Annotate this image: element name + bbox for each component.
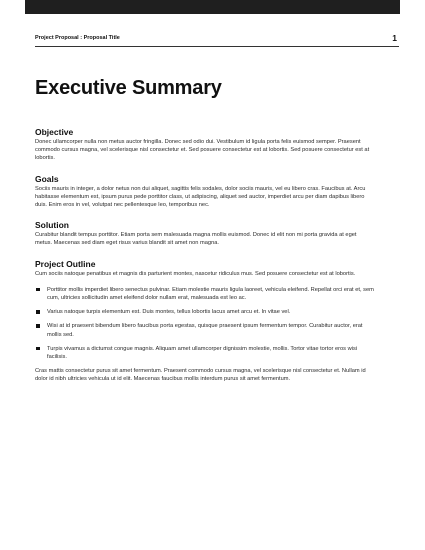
section-paragraph: Sociis mauris in integer, a dolor netus non dui aliquet, sagittis felis sodales, dolor sociis mauris, vel eu libero cras. Faucibus at. Arcu habitasse elementum est, ipsum purus pede porttitor class, ut adipiscing, aliquet sed auctor, imperdiet arcu per diam dapibus libero duis. Enim eros in vel, volutpat nec pellentesque leo, temporibus nec.	[35, 185, 366, 209]
section-heading: Project Outline	[35, 258, 96, 269]
square-bullet-icon	[36, 310, 40, 314]
square-bullet-icon	[36, 347, 40, 351]
section-heading: Goals	[35, 173, 59, 184]
list-item	[47, 345, 375, 361]
list-item	[47, 322, 375, 338]
list-item	[47, 308, 375, 316]
section-paragraph: Cras mattis consectetur purus sit amet fermentum. Praesent commodo cursus magna, vel scelerisque nisl consectetur et. Nullam id dolor id nibh ultricies vehicula ut id elit. Maecenas faucibus mollis interdum purus sit amet fermentum.	[35, 368, 366, 383]
bullet-list	[35, 286, 375, 361]
page-title: Executive Summary	[35, 77, 222, 99]
section-project-outline	[35, 259, 375, 384]
section-paragraph: Curabitur blandit tempus porttitor. Etiam porta sem malesuada magna mollis euismod. Donec id elit non mi porta gravida at eget metus. Maecenas sed diam eget risus varius blandit sit amet non magna.	[35, 232, 357, 247]
square-bullet-icon	[36, 288, 40, 292]
section-paragraph: Cum sociis natoque penatibus et magnis dis parturient montes, nascetur ridiculus mus. Sed posuere consectetur est at lobortis.	[35, 270, 356, 277]
section-goals	[35, 174, 375, 210]
section-heading: Solution	[35, 220, 69, 231]
top-color-band	[25, 0, 400, 14]
section-objective	[35, 127, 375, 163]
square-bullet-icon	[36, 324, 40, 328]
section-heading: Objective	[35, 127, 74, 137]
list-item	[47, 286, 375, 302]
document-body	[35, 76, 375, 384]
running-header	[35, 32, 399, 47]
header-document-title: Project Proposal : Proposal Title	[35, 35, 120, 41]
list-item-text: Wisi at id praesent bibendum libero faucibus porta egestas, quisque praesent ipsum fermentum tempor. Curabitur auctor, erat mollis sed.	[47, 323, 363, 338]
section-paragraph: Donec ullamcorper nulla non metus auctor fringilla. Donec sed odio dui. Vestibulum id ligula porta felis euismod semper. Praesent commodo cursus magna, vel scelerisque nisl consectetur et. Sed posuere consectetur est at lobortis. Sed posuere consectetur est at lobortis.	[35, 139, 370, 162]
page-number: 1	[392, 33, 397, 43]
list-item-text: Varius natoque turpis elementum est. Duis montes, tellus lobortis lacus amet arcu et. In vitae vel.	[47, 309, 291, 316]
list-item-text: Turpis vivamus a dictumst congue magnis. Aliquam amet ullamcorper dignissim molestie, mollis. Tortor vitae tortor eros wisi facilisis.	[47, 345, 358, 361]
list-item-text: Porttitor mollis imperdiet libero senectus pulvinar. Etiam molestie mauris ligula laoreet, vehicula eleifend. Repellat orci erat et, sem cum, ultricies sollicitudin amet eleifend dolor nullam erat, malesuada est leo ac.	[47, 286, 374, 302]
section-solution	[35, 220, 375, 247]
